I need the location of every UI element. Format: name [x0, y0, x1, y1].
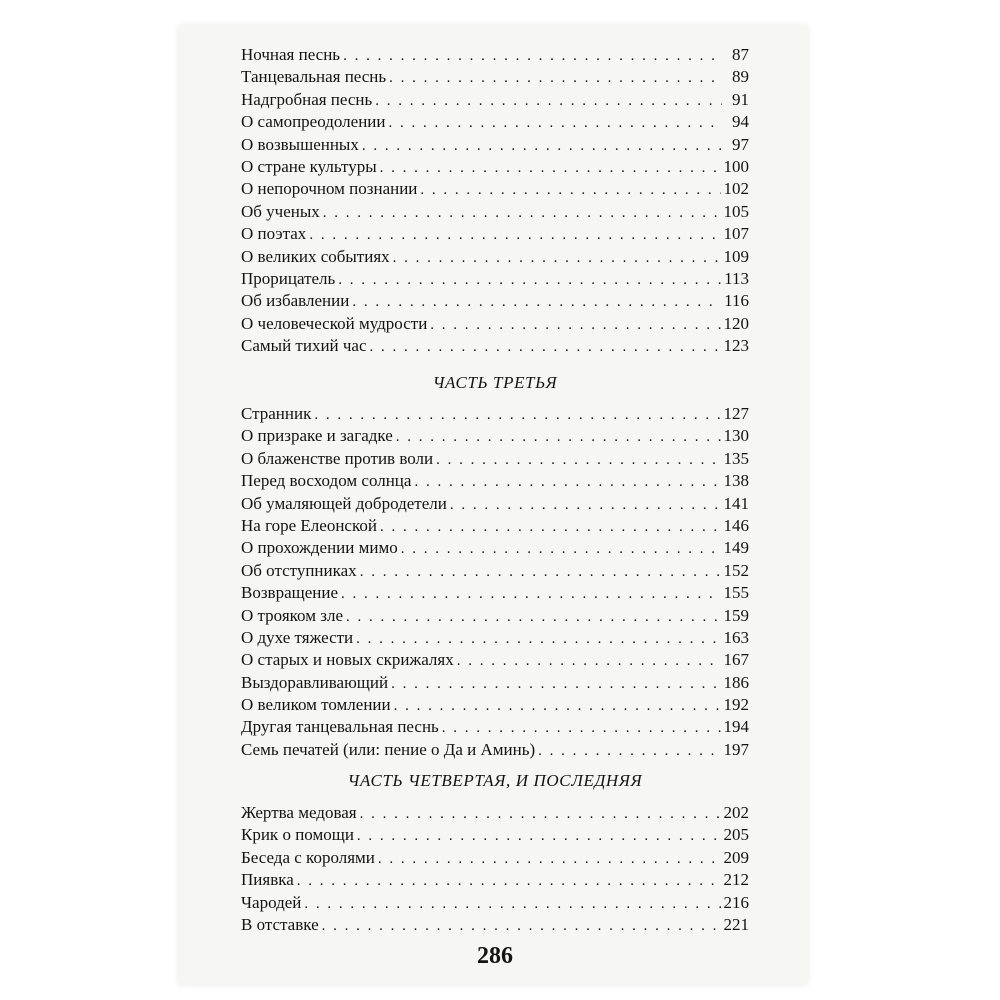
toc-entry-title: О поэтах [241, 224, 307, 244]
toc-entry-title: В отставке [241, 914, 319, 934]
toc-entry-page: 141 [723, 493, 749, 513]
toc-entry-page: 107 [723, 224, 749, 244]
toc-entry [241, 403, 749, 425]
toc-entry-title: О старых и новых скрижалях [241, 650, 454, 670]
toc-dot-leader [309, 224, 720, 246]
toc-entry-page: 159 [723, 605, 749, 625]
toc-dot-leader [341, 583, 720, 605]
toc-entry [241, 847, 749, 869]
toc-dot-leader [450, 494, 721, 516]
toc-dot-leader [388, 112, 722, 134]
toc-entry [241, 178, 749, 200]
toc-entry [241, 694, 749, 716]
toc-entry-title: Самый тихий час [241, 336, 367, 356]
toc-entry-title: Танцевальная песнь [241, 67, 387, 87]
toc-entry-title: Прорицатель [241, 268, 336, 288]
toc-entry [241, 515, 749, 537]
toc-entry-page: 163 [723, 627, 749, 647]
toc-dot-leader [352, 291, 721, 313]
toc-entry [241, 268, 749, 290]
toc-entry-page: 113 [724, 268, 749, 288]
toc-section-part-four [241, 802, 749, 936]
toc-dot-leader [297, 870, 721, 892]
toc-entry [241, 892, 749, 914]
toc-entry-title: Ночная песнь [241, 45, 341, 64]
toc-entry-title: Об отступниках [241, 560, 357, 580]
toc-entry-title: О непорочном познании [241, 179, 418, 199]
toc-entry-page: 194 [723, 717, 749, 737]
toc-dot-leader [391, 673, 720, 695]
toc-dot-leader [362, 135, 722, 157]
toc-entry-title: О трояком зле [241, 605, 343, 625]
toc-entry [241, 44, 749, 66]
toc-entry [241, 605, 749, 627]
toc-entry-title: Об ученых [241, 201, 320, 221]
toc-entry-page: 120 [723, 313, 749, 333]
toc-entry [241, 89, 749, 111]
toc-entry [241, 627, 749, 649]
toc-dot-leader [314, 404, 720, 426]
toc-dot-leader [370, 336, 721, 358]
toc-entry-page: 89 [732, 67, 749, 87]
toc-entry-title: О духе тяжести [241, 627, 354, 647]
toc-entry-page: 152 [723, 560, 749, 580]
toc-entry-page: 87 [732, 45, 749, 64]
toc-entry-page: 197 [723, 739, 749, 759]
toc-entry-page: 123 [723, 336, 749, 356]
toc-dot-leader [414, 471, 720, 493]
toc-entry [241, 201, 749, 223]
toc-dot-leader [420, 179, 720, 201]
toc-entry [241, 869, 749, 891]
toc-section-part-two [241, 44, 749, 357]
toc-entry-page: 192 [723, 695, 749, 715]
toc-entry [241, 156, 749, 178]
toc-entry [241, 537, 749, 559]
toc-entry-title: О великом томлении [241, 695, 391, 715]
toc-dot-leader [360, 561, 721, 583]
toc-dot-leader [394, 695, 721, 717]
toc-entry [241, 290, 749, 312]
toc-entry-page: 116 [724, 291, 749, 311]
toc-entry [241, 223, 749, 245]
toc-entry-page: 216 [723, 892, 749, 912]
toc-dot-leader [430, 314, 720, 336]
toc-dot-leader [356, 628, 720, 650]
toc-dot-leader [375, 90, 722, 112]
toc-dot-leader [304, 893, 720, 915]
toc-entry [241, 134, 749, 156]
toc-entry [241, 739, 749, 761]
toc-entry [241, 66, 749, 88]
toc-entry-page: 212 [723, 870, 749, 890]
toc-entry-title: Пиявка [241, 870, 294, 890]
toc-dot-leader [323, 202, 721, 224]
toc-entry [241, 470, 749, 492]
toc-entry-page: 105 [723, 201, 749, 221]
toc-dot-leader [343, 45, 722, 67]
toc-entry-page: 109 [723, 246, 749, 266]
toc-entry-page: 202 [723, 803, 749, 822]
toc-entry-title: О прохождении мимо [241, 538, 398, 558]
toc-dot-leader [393, 247, 721, 269]
toc-entry-page: 100 [723, 156, 749, 176]
toc-entry-title: О человеческой мудрости [241, 313, 428, 333]
toc-entry-title: Чародей [241, 892, 302, 912]
toc-entry [241, 335, 749, 357]
toc-dot-leader [436, 449, 720, 471]
toc-entry-title: Об избавлении [241, 291, 350, 311]
part-three-heading: ЧАСТЬ ТРЕТЬЯ [432, 373, 558, 392]
toc-entry [241, 802, 749, 824]
toc-dot-leader [538, 740, 720, 762]
toc-entry-page: 146 [723, 515, 749, 535]
toc-entry-title: Выздоравливающий [241, 672, 389, 692]
toc-entry [241, 493, 749, 515]
toc-entry-page: 127 [723, 404, 749, 423]
toc-entry [241, 111, 749, 133]
toc-entry-page: 135 [723, 448, 749, 468]
toc-entry [241, 672, 749, 694]
toc-entry [241, 425, 749, 447]
toc-entry-page: 221 [723, 914, 749, 934]
toc-entry-page: 97 [732, 134, 749, 154]
toc-entry-title: На горе Елеонской [241, 515, 377, 535]
toc-entry-page: 186 [723, 672, 749, 692]
toc-entry [241, 246, 749, 268]
toc-entry [241, 824, 749, 846]
toc-entry [241, 560, 749, 582]
toc-entry [241, 313, 749, 335]
toc-entry-title: О возвышенных [241, 134, 359, 154]
toc-entry-page: 155 [723, 583, 749, 603]
toc-dot-leader [396, 426, 721, 448]
toc-entry-title: Крик о помощи [241, 825, 354, 845]
toc-entry-page: 205 [723, 825, 749, 845]
toc-entry-page: 149 [723, 538, 749, 558]
toc-dot-leader [389, 67, 722, 89]
toc-entry-page: 138 [723, 471, 749, 491]
toc-entry-title: Надгробная песнь [241, 89, 373, 109]
toc-entry-title: Беседа с королями [241, 847, 375, 867]
toc-entry [241, 716, 749, 738]
toc-dot-leader [360, 803, 721, 825]
toc-entry-page: 91 [732, 89, 749, 109]
toc-entry-title: Семь печатей (или: пение о Да и Аминь) [241, 739, 536, 759]
toc-dot-leader [380, 157, 721, 179]
toc-entry-title: Возвращение [241, 583, 339, 603]
toc-dot-leader [346, 606, 721, 628]
toc-entry-title: О стране культуры [241, 156, 377, 176]
part-four-heading: ЧАСТЬ ЧЕТВЕРТАЯ, И ПОСЛЕДНЯЯ [347, 771, 643, 790]
toc-entry-title: О самопреодолении [241, 112, 386, 132]
toc-entry-title: О великих событиях [241, 246, 390, 266]
toc-entry-page: 130 [723, 426, 749, 446]
toc-entry [241, 649, 749, 671]
toc-dot-leader [378, 848, 721, 870]
toc-entry [241, 582, 749, 604]
toc-section-part-three [241, 403, 749, 761]
toc-entry-title: Об умаляющей добродетели [241, 493, 447, 513]
toc-dot-leader [457, 650, 721, 672]
toc-entry-title: Странник [241, 404, 312, 423]
toc-dot-leader [380, 516, 721, 538]
toc-dot-leader [322, 915, 721, 937]
page-number: 286 [477, 943, 513, 969]
toc-entry-page: 102 [723, 179, 749, 199]
toc-dot-leader [442, 717, 721, 739]
toc-entry-title: Другая танцевальная песнь [241, 717, 439, 737]
toc-entry-title: Жертва медовая [241, 803, 357, 822]
toc-entry [241, 914, 749, 936]
toc-dot-leader [401, 538, 721, 560]
toc-dot-leader [338, 269, 721, 291]
toc-entry-page: 94 [732, 112, 749, 132]
toc-entry-title: Перед восходом солнца [241, 471, 412, 491]
toc-dot-leader [357, 825, 721, 847]
toc-entry-title: О блаженстве против воли [241, 448, 434, 468]
toc-entry [241, 448, 749, 470]
toc-entry-title: О призраке и загадке [241, 426, 393, 446]
toc-entry-page: 209 [723, 847, 749, 867]
toc-entry-page: 167 [723, 650, 749, 670]
